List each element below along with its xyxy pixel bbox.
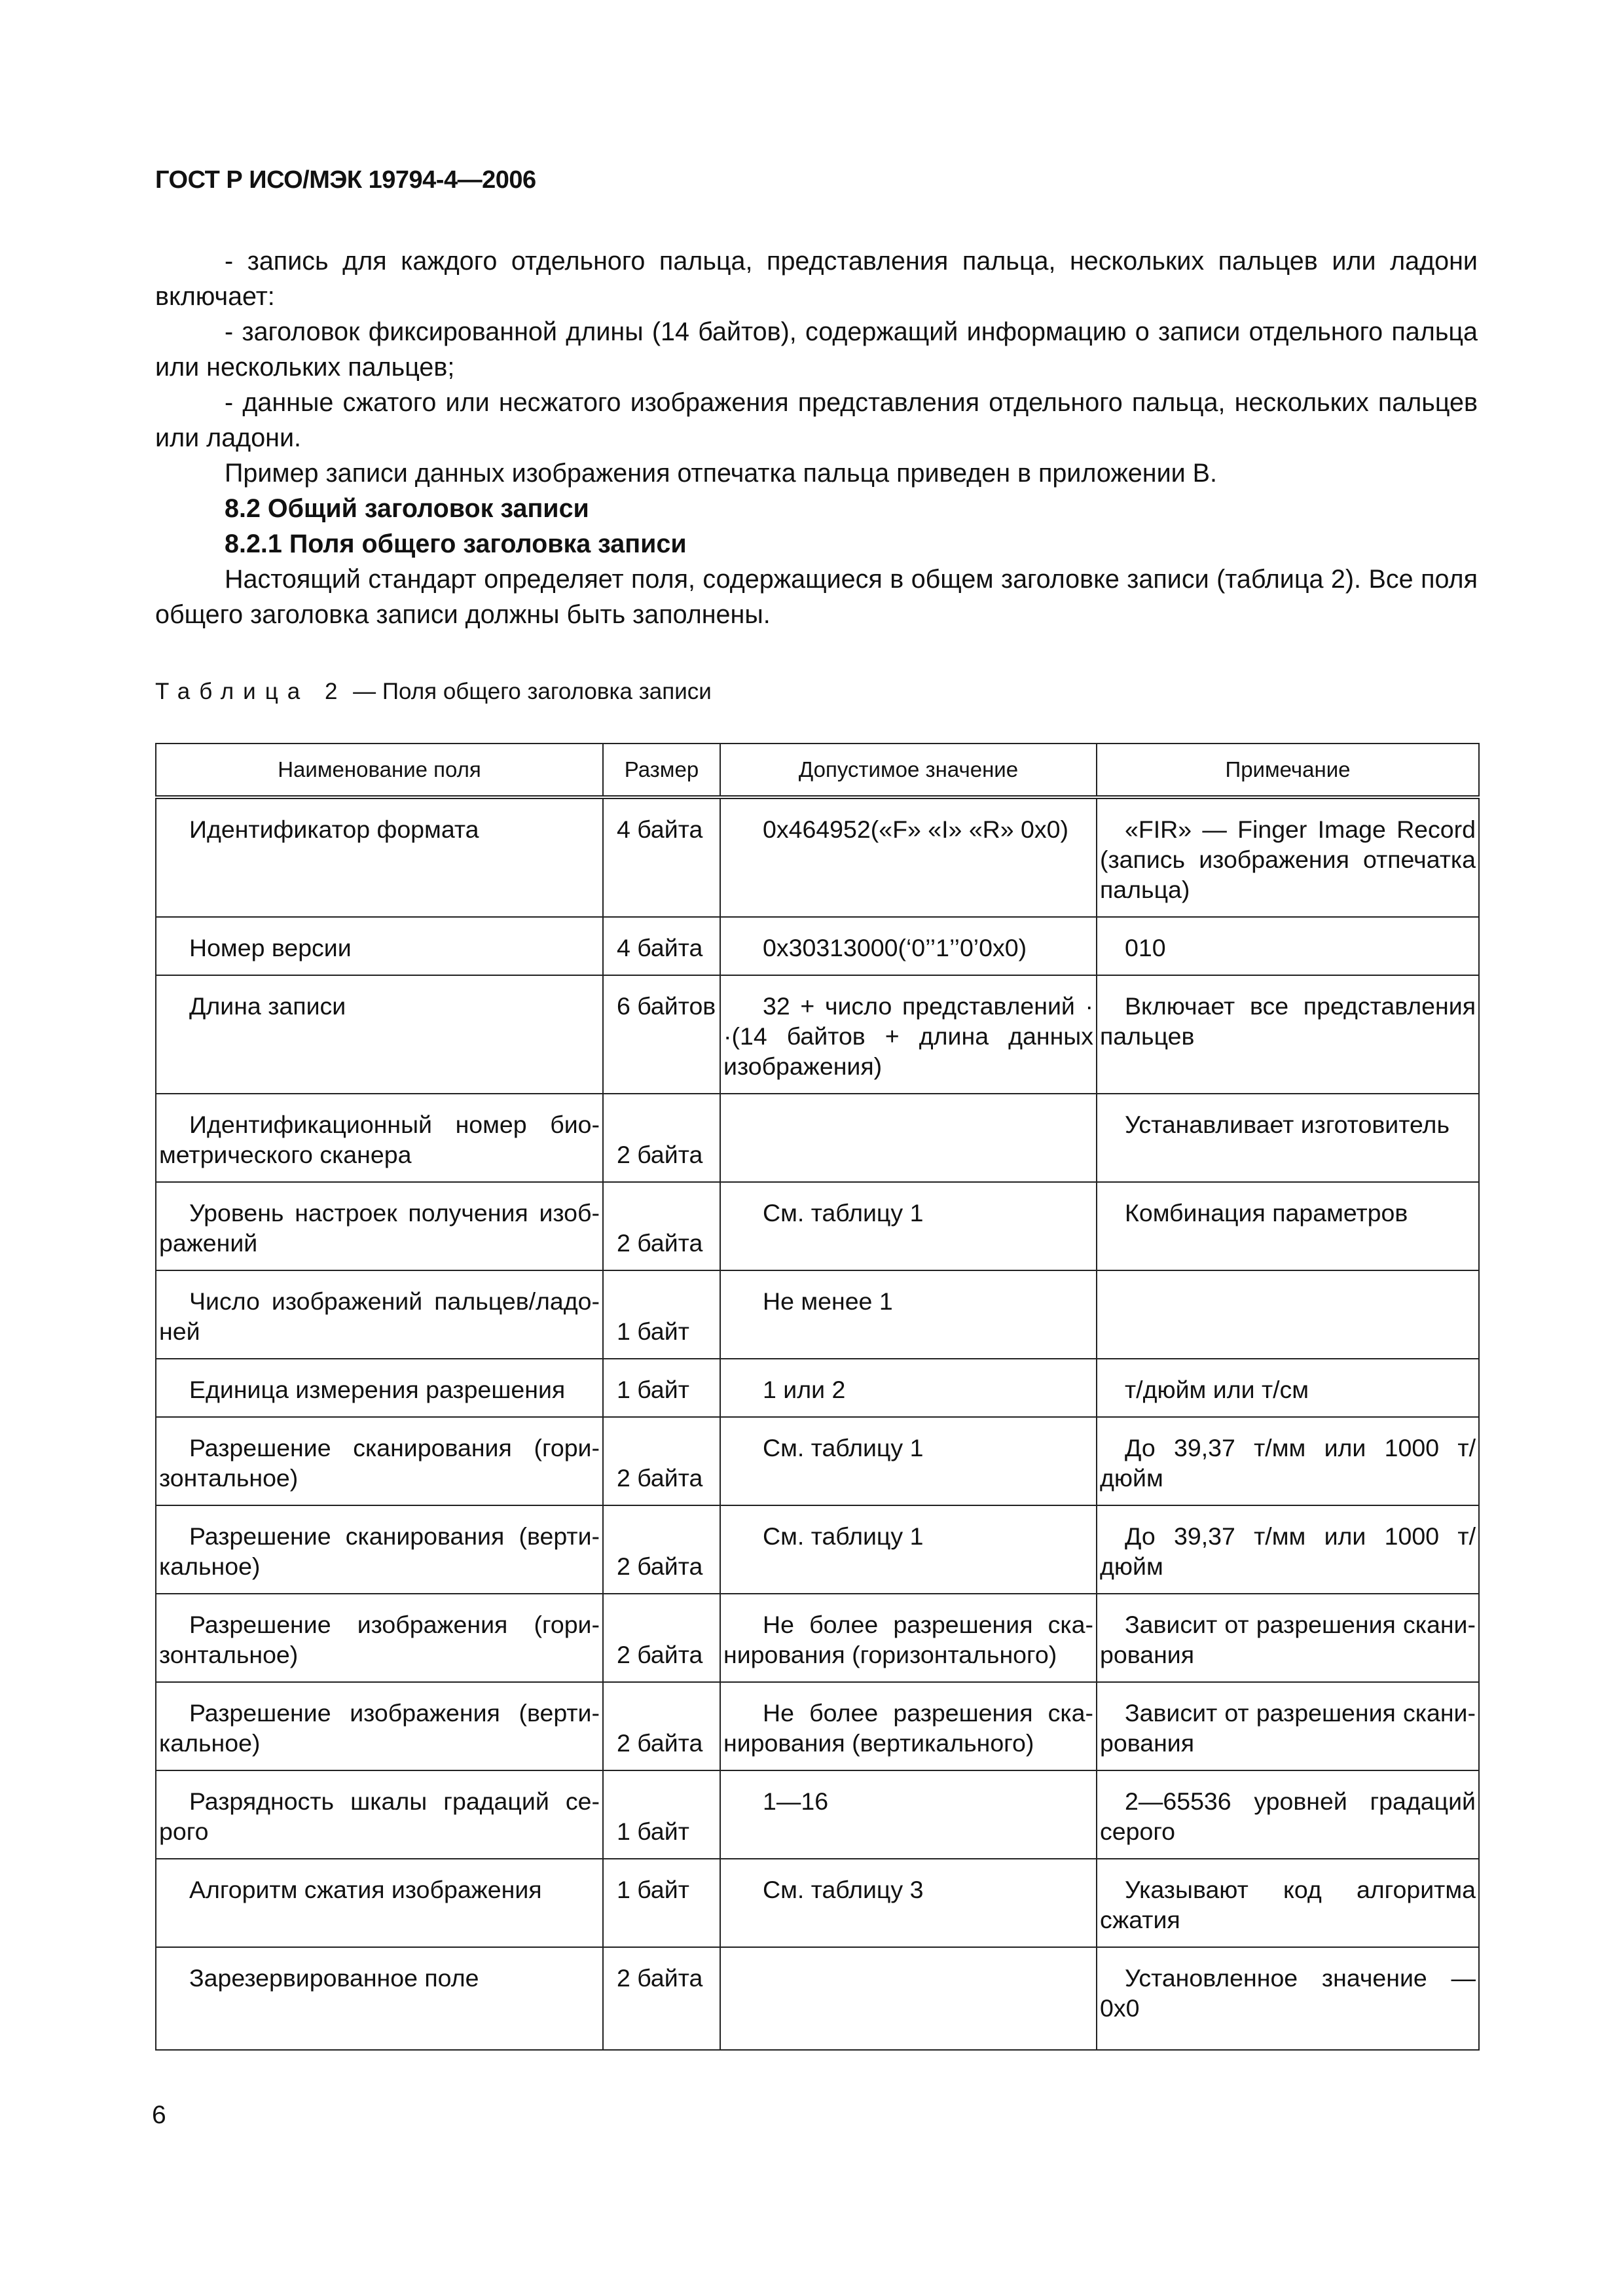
column-header-value: Допустимое значение — [720, 744, 1097, 797]
table-row — [156, 1594, 1479, 1682]
field-value-cell: 0x464952(«F» «I» «R» 0x0) — [720, 797, 1097, 917]
field-note-cell: Зависит от разрешения скани-рования — [1097, 1682, 1479, 1770]
table-row — [156, 1947, 1479, 2050]
field-note-cell — [1097, 1270, 1479, 1359]
field-value-cell: См. таблицу 1 — [720, 1505, 1097, 1594]
field-size-cell: 1 байт — [603, 1359, 720, 1417]
paragraph: Настоящий стандарт определяет поля, содержащиеся в общем заголовке записи (таблица 2). Все поля общего заголовка записи должны быть заполнены. — [155, 565, 1478, 629]
field-value-cell: 0x30313000(‘0’’1’’0’0x0) — [720, 917, 1097, 975]
field-name-cell: Разрешение сканирования (гори-зонтальное) — [156, 1417, 603, 1505]
field-name-cell: Идентификатор формата — [156, 797, 603, 917]
table-row — [156, 1182, 1479, 1270]
field-value-cell: Не более разрешения ска-нирования (горизонтального) — [720, 1594, 1097, 1682]
paragraph: - заголовок фиксированной длины (14 байтов), содержащий информацию о записи отдельного пальца или нескольких пальцев; — [155, 317, 1478, 382]
field-value-cell: 1—16 — [720, 1770, 1097, 1859]
field-size-cell: 1 байт — [603, 1270, 720, 1359]
table-row — [156, 1859, 1479, 1947]
field-name-cell: Алгоритм сжатия изображения — [156, 1859, 603, 1947]
field-value-cell: 1 или 2 — [720, 1359, 1097, 1417]
field-size-cell: 2 байта — [603, 1682, 720, 1770]
table-row — [156, 1359, 1479, 1417]
table-caption — [155, 679, 712, 705]
field-note-cell: Установленное значение — 0x0 — [1097, 1947, 1479, 2050]
field-value-cell — [720, 1094, 1097, 1182]
field-note-cell: Комбинация параметров — [1097, 1182, 1479, 1270]
field-size-cell: 2 байта — [603, 1947, 720, 2050]
column-header-size: Размер — [603, 744, 720, 797]
paragraph: - данные сжатого или несжатого изображения представления отдельного пальца, нескольких пальцев или ладони. — [155, 388, 1478, 452]
field-note-cell: т/дюйм или т/см — [1097, 1359, 1479, 1417]
field-note-cell: До 39,37 т/мм или 1000 т/дюйм — [1097, 1417, 1479, 1505]
field-size-cell: 2 байта — [603, 1182, 720, 1270]
field-note-cell: Включает все представления пальцев — [1097, 975, 1479, 1094]
table-header-row — [156, 744, 1479, 797]
table-row — [156, 1770, 1479, 1859]
table-row — [156, 917, 1479, 975]
field-note-cell: До 39,37 т/мм или 1000 т/дюйм — [1097, 1505, 1479, 1594]
field-name-cell: Разрешение изображения (верти-кальное) — [156, 1682, 603, 1770]
field-value-cell: См. таблицу 3 — [720, 1859, 1097, 1947]
paragraph: Пример записи данных изображения отпечатка пальца приведен в приложении В. — [225, 459, 1218, 488]
field-value-cell: См. таблицу 1 — [720, 1417, 1097, 1505]
field-name-cell: Единица измерения разрешения — [156, 1359, 603, 1417]
field-value-cell: Не более разрешения ска-нирования (вертикального) — [720, 1682, 1097, 1770]
table-row — [156, 1505, 1479, 1594]
table-row — [156, 1094, 1479, 1182]
table-row — [156, 1682, 1479, 1770]
field-note-cell: 010 — [1097, 917, 1479, 975]
field-value-cell: Не менее 1 — [720, 1270, 1097, 1359]
page-number: 6 — [152, 2101, 166, 2129]
table-row — [156, 1417, 1479, 1505]
table-row — [156, 1270, 1479, 1359]
field-size-cell: 6 байтов — [603, 975, 720, 1094]
field-name-cell: Разрядность шкалы градаций се-рого — [156, 1770, 603, 1859]
field-note-cell: Устанавливает изготовитель — [1097, 1094, 1479, 1182]
table-caption-label: Таблица 2 — [155, 679, 347, 704]
field-name-cell: Разрешение сканирования (верти-кальное) — [156, 1505, 603, 1594]
subsection-heading: 8.2.1 Поля общего заголовка записи — [225, 529, 687, 558]
field-name-cell: Идентификационный номер био-метрического сканера — [156, 1094, 603, 1182]
field-name-cell: Число изображений пальцев/ладо-ней — [156, 1270, 603, 1359]
field-note-cell: 2—65536 уровней градаций серого — [1097, 1770, 1479, 1859]
field-name-cell: Разрешение изображения (гори-зонтальное) — [156, 1594, 603, 1682]
field-size-cell: 4 байта — [603, 797, 720, 917]
field-size-cell: 1 байт — [603, 1770, 720, 1859]
document-header: ГОСТ Р ИСО/МЭК 19794-4—2006 — [155, 166, 536, 194]
field-name-cell: Зарезервированное поле — [156, 1947, 603, 2050]
column-header-note: Примечание — [1097, 744, 1479, 797]
section-heading: 8.2 Общий заголовок записи — [225, 494, 589, 523]
field-value-cell: См. таблицу 1 — [720, 1182, 1097, 1270]
field-value-cell — [720, 1947, 1097, 2050]
field-size-cell: 4 байта — [603, 917, 720, 975]
field-size-cell: 2 байта — [603, 1505, 720, 1594]
table-row — [156, 975, 1479, 1094]
field-name-cell: Номер версии — [156, 917, 603, 975]
field-value-cell: 32 + число представлений · ·(14 байтов + длина данных изображения) — [720, 975, 1097, 1094]
field-note-cell: Указывают код алгоритма сжатия — [1097, 1859, 1479, 1947]
paragraph: - запись для каждого отдельного пальца, представления пальца, нескольких пальцев или ладони включает: — [155, 247, 1478, 311]
table-caption-text: — Поля общего заголовка записи — [346, 679, 712, 704]
table-row — [156, 797, 1479, 917]
fields-table — [155, 743, 1480, 2051]
field-size-cell: 2 байта — [603, 1594, 720, 1682]
field-name-cell: Уровень настроек получения изоб-ражений — [156, 1182, 603, 1270]
body-text — [155, 243, 1478, 632]
field-size-cell: 2 байта — [603, 1094, 720, 1182]
field-note-cell: Зависит от разрешения скани-рования — [1097, 1594, 1479, 1682]
field-size-cell: 2 байта — [603, 1417, 720, 1505]
field-name-cell: Длина записи — [156, 975, 603, 1094]
field-note-cell: «FIR» — Finger Image Record (запись изображения отпечатка пальца) — [1097, 797, 1479, 917]
column-header-name: Наименование поля — [156, 744, 603, 797]
field-size-cell: 1 байт — [603, 1859, 720, 1947]
